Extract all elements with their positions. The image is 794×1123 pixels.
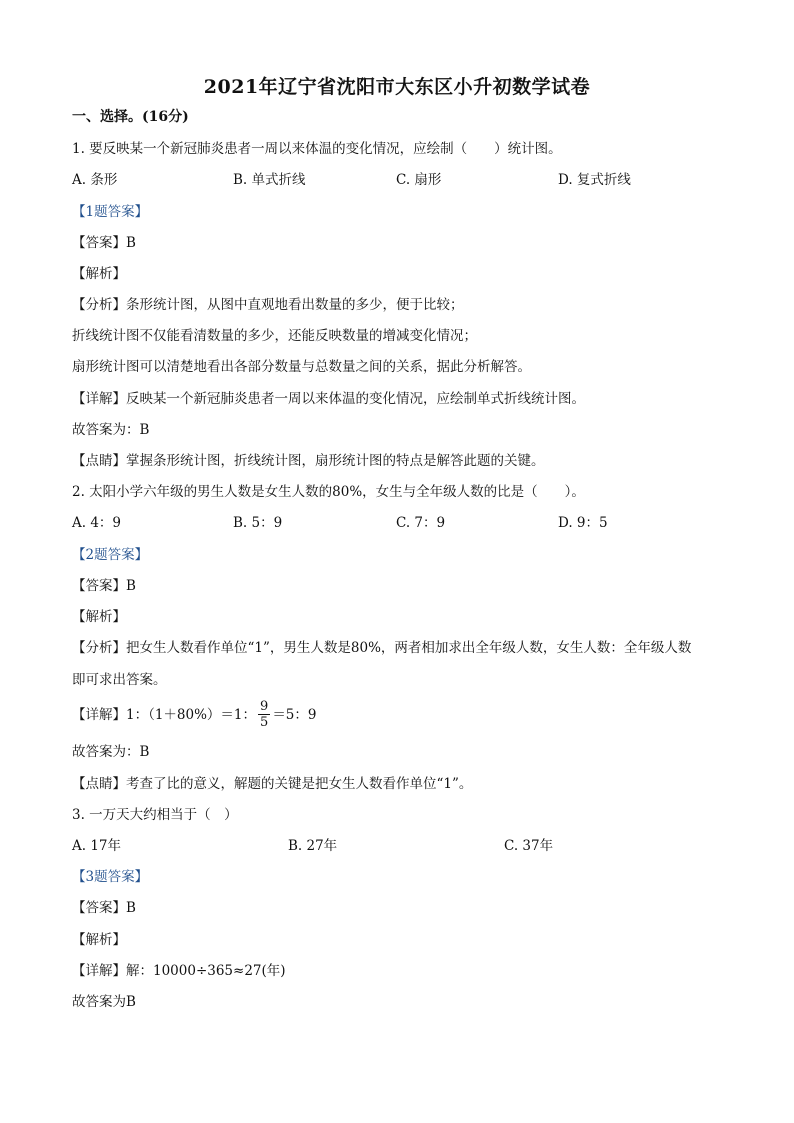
q3-analysis-header: 【解析】 — [72, 932, 126, 948]
q2-answer-header: 【2题答案】 — [72, 547, 149, 563]
q2-analysis-header: 【解析】 — [72, 609, 126, 625]
q1-answer: 【答案】B — [72, 235, 136, 251]
q1-option-d: D. 复式折线 — [558, 172, 631, 188]
q3-detail: 【详解】解：10000÷365≈27(年) — [72, 963, 286, 979]
page-title: 2021年辽宁省沈阳市大东区小升初数学试卷 — [203, 76, 591, 98]
q3-answer: 【答案】B — [72, 900, 136, 916]
q2-analysis-line-1: 【分析】把女生人数看作单位“1”，男生人数是80%，两者相加求出全年级人数，女生人数：全年级人数 — [72, 640, 692, 656]
q2-answer: 【答案】B — [72, 578, 136, 594]
q2-analysis-line-2: 即可求出答案。 — [72, 672, 167, 688]
q2-detail-prefix: 【详解】1：（1＋80%）＝1： — [72, 707, 257, 723]
q2-option-c: C. 7：9 — [396, 515, 446, 531]
q3-conclusion: 故答案为B — [72, 994, 136, 1010]
q1-option-b: B. 单式折线 — [233, 172, 306, 188]
fraction-numerator: 9 — [260, 699, 269, 714]
question-3-stem: 3. 一万天大约相当于（ ） — [72, 807, 238, 823]
q1-conclusion: 故答案为：B — [72, 422, 150, 438]
q1-option-c: C. 扇形 — [396, 172, 442, 188]
question-2-stem: 2. 太阳小学六年级的男生人数是女生人数的80%，女生与全年级人数的比是（ ）。 — [72, 484, 585, 500]
q1-analysis-line-1: 【分析】条形统计图，从图中直观地看出数量的多少，便于比较； — [72, 297, 464, 313]
q2-detail-suffix: ＝5：9 — [272, 707, 317, 723]
q3-option-a: A. 17年 — [72, 838, 122, 854]
q1-option-a: A. 条形 — [72, 172, 118, 188]
q3-option-b: B. 27年 — [288, 838, 338, 854]
q3-answer-header: 【3题答案】 — [72, 869, 149, 885]
q2-key-point: 【点睛】考查了比的意义，解题的关键是把女生人数看作单位“1”。 — [72, 776, 473, 792]
q2-option-a: A. 4：9 — [72, 515, 122, 531]
q3-option-c: C. 37年 — [504, 838, 554, 854]
q1-analysis-line-3: 扇形统计图可以清楚地看出各部分数量与总数量之间的关系，据此分析解答。 — [72, 359, 531, 375]
q1-analysis-header: 【解析】 — [72, 266, 126, 282]
q2-conclusion: 故答案为：B — [72, 744, 150, 760]
q1-detail: 【详解】反映某一个新冠肺炎患者一周以来体温的变化情况，应绘制单式折线统计图。 — [72, 391, 585, 407]
q2-option-b: B. 5：9 — [233, 515, 283, 531]
q1-answer-header: 【1题答案】 — [72, 204, 149, 220]
q2-detail — [72, 700, 317, 731]
q1-key-point: 【点睛】掌握条形统计图，折线统计图，扇形统计图的特点是解答此题的关键。 — [72, 453, 545, 469]
q2-option-d: D. 9：5 — [558, 515, 608, 531]
q1-analysis-line-2: 折线统计图不仅能看清数量的多少，还能反映数量的增减变化情况； — [72, 328, 477, 344]
fraction — [258, 699, 270, 730]
question-1-stem: 1. 要反映某一个新冠肺炎患者一周以来体温的变化情况，应绘制（ ）统计图。 — [72, 141, 562, 157]
section-heading: 一、选择。(16分) — [72, 109, 189, 125]
fraction-denominator: 5 — [260, 715, 269, 730]
